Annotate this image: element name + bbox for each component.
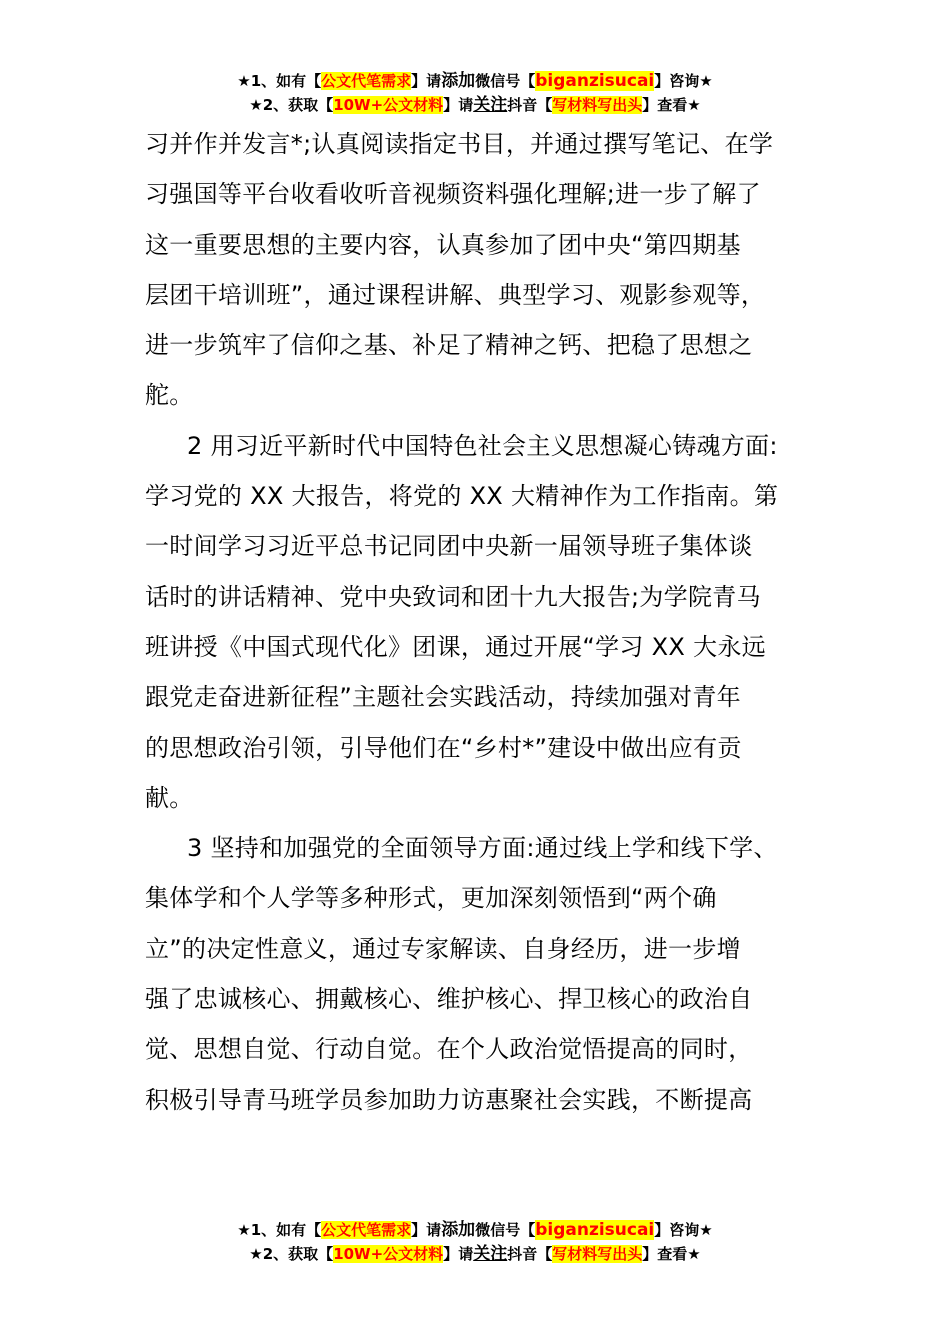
- banner-emphasis: 添加: [441, 71, 476, 91]
- banner-text: 】请: [443, 1245, 474, 1263]
- banner-highlight-wechat: biganzisucai: [535, 71, 655, 91]
- banner-text: 抖音【: [507, 1245, 553, 1263]
- banner-text: 】请: [443, 96, 474, 114]
- text-line: 强了忠诚核心、拥戴核心、维护核心、捍卫核心的政治自: [145, 985, 753, 1014]
- banner-highlight-materials: 10W+公文材料: [333, 96, 444, 114]
- paragraph-1: [145, 119, 810, 421]
- banner-text: ★2、获取【: [249, 1245, 334, 1263]
- banner-line-1: [0, 1218, 950, 1242]
- banner-highlight-materials: 10W+公文材料: [333, 1245, 444, 1263]
- text-line: 习强国等平台收看收听音视频资料强化理解;进一步了解了: [145, 180, 761, 209]
- text-line: 班讲授《中国式现代化》团课，通过开展“学习 XX 大永远: [145, 632, 766, 661]
- banner-highlight-douyin: 写材料写出头: [552, 96, 643, 114]
- banner-emphasis: 关注: [473, 95, 508, 115]
- text-line: 2 用习近平新时代中国特色社会主义思想凝心铸魂方面:: [187, 431, 778, 460]
- text-line: 集体学和个人学等多种形式，更加深刻领悟到“两个确: [145, 884, 717, 913]
- paragraph-3: [145, 823, 810, 1125]
- header-banner: [0, 69, 950, 117]
- banner-text: 】咨询★: [654, 72, 713, 90]
- text-line: 舵。: [145, 381, 194, 410]
- banner-emphasis: 关注: [473, 1244, 508, 1264]
- text-line: 这一重要思想的主要内容，认真参加了团中央“第四期基: [145, 230, 741, 259]
- banner-text: 微信号【: [475, 72, 536, 90]
- banner-highlight-wechat: biganzisucai: [535, 1220, 655, 1240]
- banner-text: 】请: [411, 72, 442, 90]
- banner-text: ★1、如有【: [237, 72, 322, 90]
- banner-text: 】请: [411, 1221, 442, 1239]
- banner-text: 抖音【: [507, 96, 553, 114]
- banner-line-2: [0, 1242, 950, 1266]
- banner-text: 】咨询★: [654, 1221, 713, 1239]
- banner-text: 微信号【: [475, 1221, 536, 1239]
- text-line: 话时的讲话精神、党中央致词和团十九大报告;为学院青马: [145, 582, 761, 611]
- text-line: 跟党走奋进新征程”主题社会实践活动，持续加强对青年: [145, 683, 741, 712]
- text-line: 的思想政治引领，引导他们在“乡村*”建设中做出应有贡: [145, 733, 742, 762]
- text-line: 觉、思想自觉、行动自觉。在个人政治觉悟提高的同时，: [145, 1035, 753, 1064]
- text-line: 献。: [145, 783, 194, 812]
- text-line: 一时间学习习近平总书记同团中央新一届领导班子集体谈: [145, 532, 753, 561]
- banner-text: ★2、获取【: [249, 96, 334, 114]
- text-line: 积极引导青马班学员参加助力访惠聚社会实践，不断提高: [145, 1085, 753, 1114]
- text-line: 3 坚持和加强党的全面领导方面:通过线上学和线下学、: [187, 834, 778, 863]
- text-line: 进一步筑牢了信仰之基、补足了精神之钙、把稳了思想之: [145, 331, 753, 360]
- text-line: 学习党的 XX 大报告，将党的 XX 大精神作为工作指南。第: [145, 482, 779, 511]
- banner-line-2: [0, 93, 950, 117]
- text-line: 习并作并发言*;认真阅读指定书目，并通过撰写笔记、在学: [145, 130, 774, 158]
- banner-highlight-service: 公文代笔需求: [321, 72, 412, 90]
- document-body: [145, 119, 810, 1125]
- banner-text: ★1、如有【: [237, 1221, 322, 1239]
- banner-highlight-douyin: 写材料写出头: [552, 1245, 643, 1263]
- paragraph-2: [145, 421, 810, 823]
- banner-text: 】查看★: [642, 1245, 701, 1263]
- banner-highlight-service: 公文代笔需求: [321, 1221, 412, 1239]
- text-line: 立”的决定性意义，通过专家解读、自身经历，进一步增: [145, 934, 741, 963]
- banner-line-1: [0, 69, 950, 93]
- footer-banner: [0, 1218, 950, 1266]
- banner-text: 】查看★: [642, 96, 701, 114]
- banner-emphasis: 添加: [441, 1220, 476, 1240]
- text-line: 层团干培训班”，通过课程讲解、典型学习、观影参观等，: [145, 280, 766, 309]
